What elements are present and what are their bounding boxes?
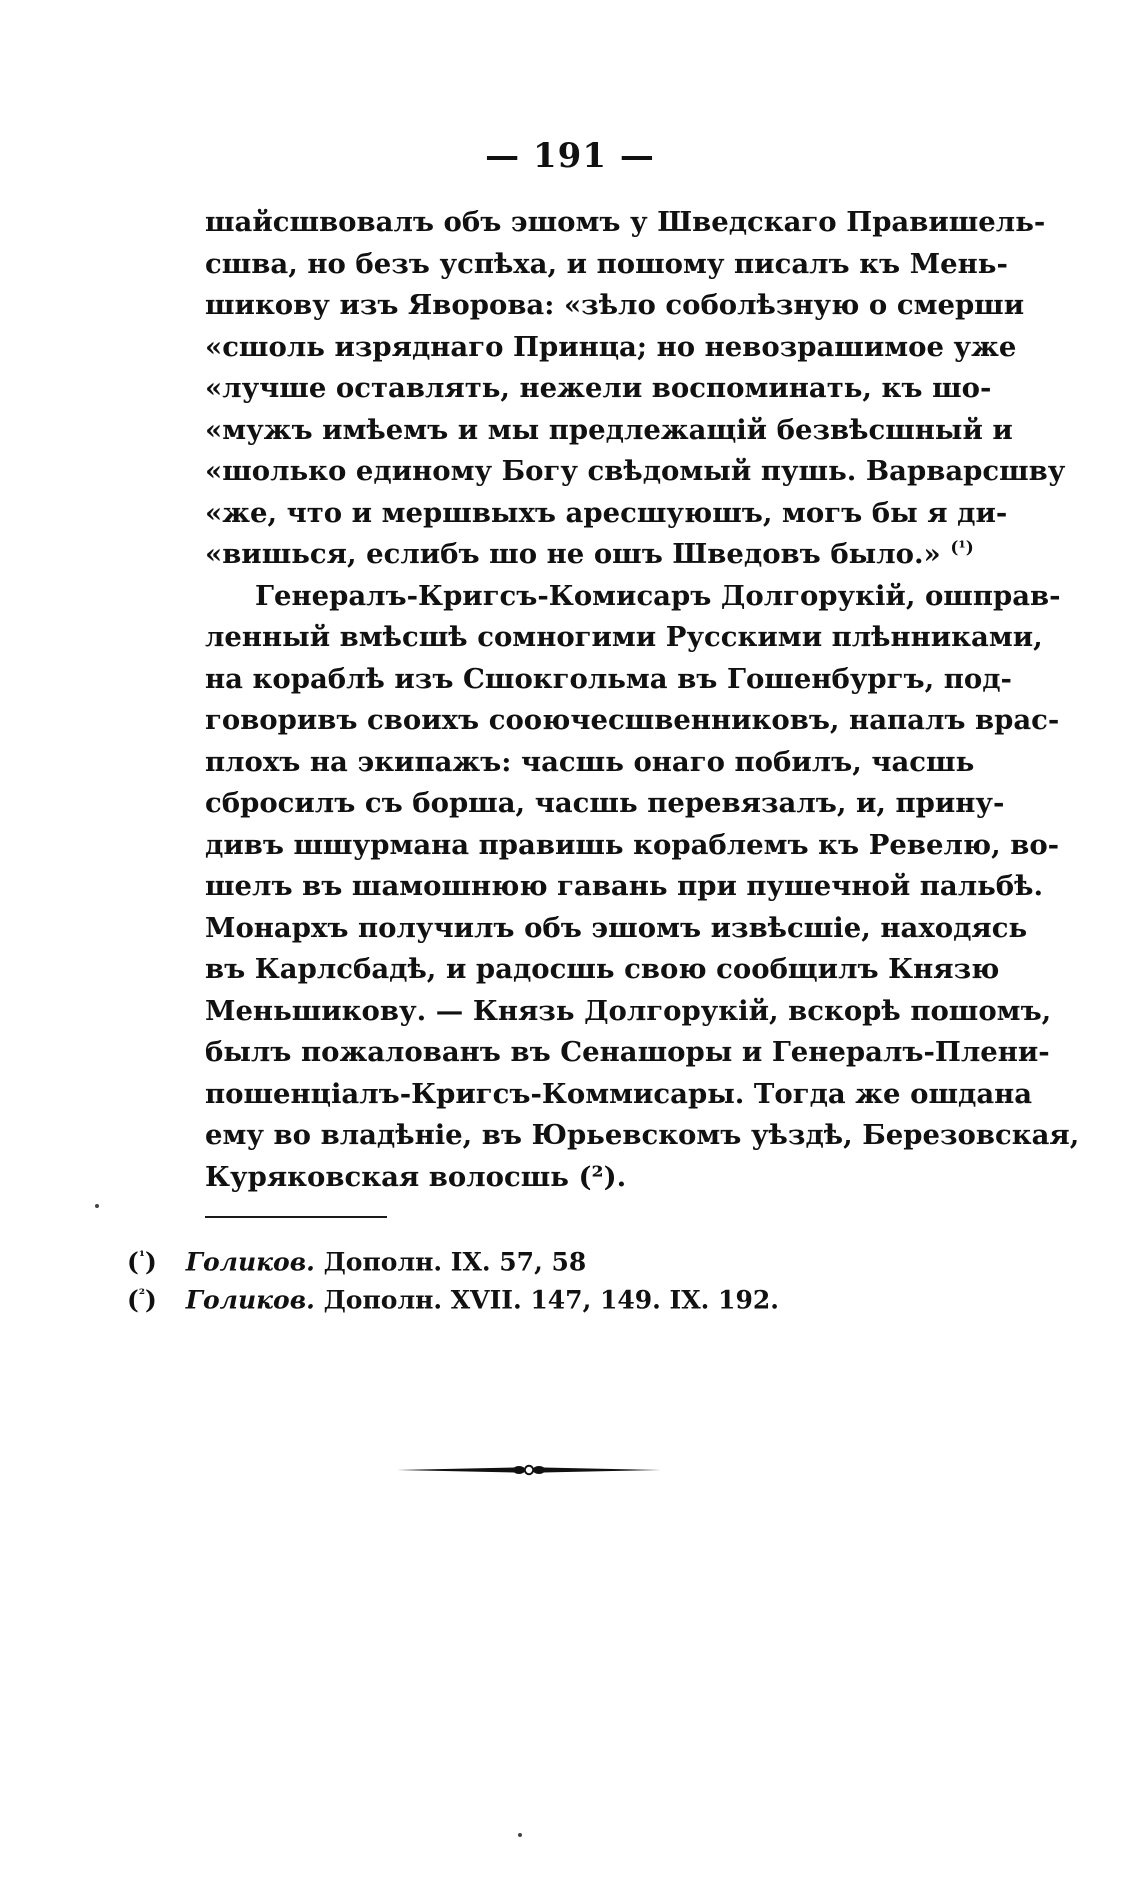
footnote-author: Голиков. [185,1247,315,1277]
footnote-reference: (²). [578,1160,627,1193]
text-line: на кораблѣ изъ Сшокгольма въ Гошенбургъ, под- [205,662,1012,695]
footnote-text: Дополн. XVII. 147, 149. IX. 192. [323,1285,779,1315]
text-line: говоривъ своихъ сооючесшвенниковъ, напалъ врас- [205,704,1060,736]
footnote-marker: ($^{^2}$) [127,1285,157,1315]
text-line: въ Карлсбадѣ, и радосшь свою сообщилъ Князю [205,953,1000,985]
footnote-rule [205,1216,387,1218]
text-line: плохъ на экипажъ: часшь онаго побилъ, часшь [205,745,975,778]
footnote-author: Голиков. [185,1285,315,1315]
text-line: шелъ въ шамошнюю гавань при пушечной пальбѣ. [205,870,1044,902]
footnote-marker: ($^{^1}$) [127,1247,157,1277]
footnote-text: Дополн. IX. 57, 58 [323,1247,587,1277]
page-number: — 191 — [485,136,655,176]
text-line: «же, что и мершвыхъ аресшуюшъ, могъ бы я ди- [205,496,1008,529]
footnote [127,1276,927,1314]
print-speck [95,1204,99,1208]
text-line: «шолько единому Богу свѣдомый пушь. Варварсшву [205,455,1066,487]
text-line: ему во владѣніе, въ Юрьевскомъ уѣздѣ, Березовская, [205,1119,1080,1151]
text-line [205,1157,910,1199]
text-line [205,534,974,576]
main-text [205,202,1080,1198]
text-line: «лучше оставлять, нежели воспоминать, къ шо- [205,372,992,404]
footnote-reference: (¹) [950,537,974,558]
footnote [127,1238,927,1276]
text-line: шикову изъ Яворова: «зѣло соболѣзную о смерши [205,289,1025,321]
text-line: пошенціалъ-Кригсъ-Коммисары. Тогда же ошдана [205,1077,1033,1110]
footnotes [127,1238,927,1314]
print-speck [518,1833,522,1837]
text-line: шайсшвовалъ объ эшомъ у Шведскаго Правишель- [205,206,1046,238]
text-line: сшва, но безъ успѣха, и пошому писалъ къ Мень- [205,247,1008,280]
text-line: Меньшикову. — Князь Долгорукій, вскорѣ пошомъ, [205,994,1052,1027]
text-line-content: Куряковская волосшь [205,1160,569,1193]
paragraph-start-line: Генералъ-Кригсъ-Комисаръ Долгорукій, ошправ- [255,579,1061,612]
text-line: дивъ шшурмана правишь кораблемъ къ Ревелю, во- [205,828,1060,861]
text-line: «мужъ имѣемъ и мы предлежащій безвѣсшный и [205,413,1013,446]
text-line: былъ пожалованъ въ Сенашоры и Генералъ-Плени- [205,1036,1050,1068]
text-line: «сшоль изряднаго Принца; но невозрашимое уже [205,330,1017,363]
text-line: сбросилъ съ борша, часшь перевязалъ, и, прину- [205,787,1005,819]
text-line-content: «вишься, еслибъ шо не ошъ Шведовъ было.» [205,538,941,570]
ornament-divider [397,1463,661,1477]
text-line: ленный вмѣсшѣ сомногими Русскими плѣнниками, [205,621,1043,653]
text-line: Монархъ получилъ объ эшомъ извѣсшіе, находясь [205,911,1028,944]
